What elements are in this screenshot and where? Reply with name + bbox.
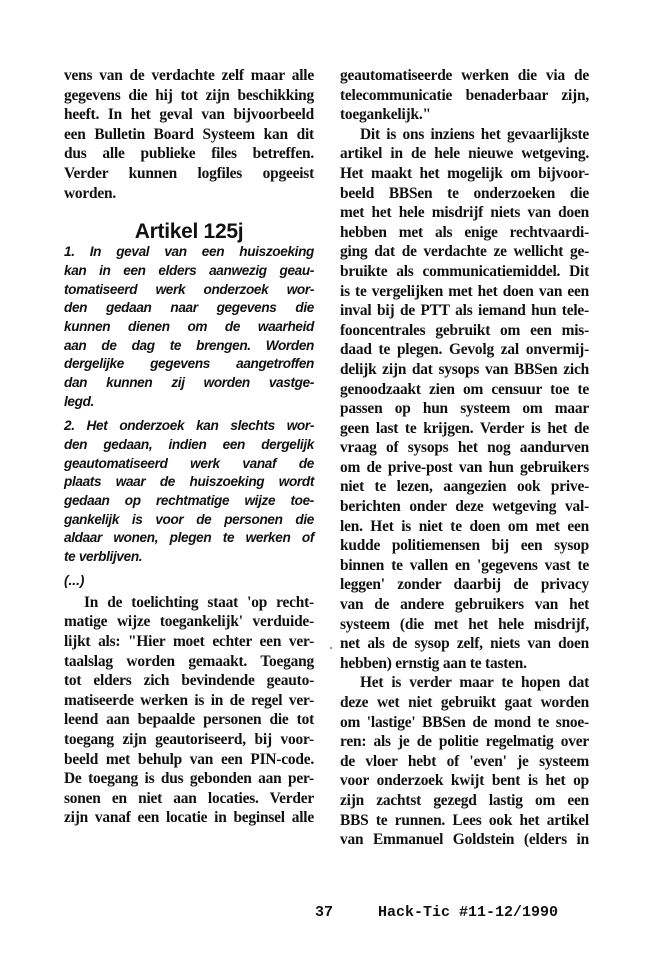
text-line: passen op hun systeem om maar <box>340 400 589 418</box>
text-line: toegankelijk." <box>340 106 431 124</box>
publication-issue: Hack-Tic #11-12/1990 <box>378 904 559 921</box>
text-line: fooncentrales gebruikt om een mis- <box>340 321 589 339</box>
text-line: len. Het is niet te doen om met een <box>340 517 589 535</box>
law-line: kunnen dienen om de waarheid <box>64 318 314 334</box>
page-footer <box>315 904 558 921</box>
text-line: In de toelichting staat 'op recht- <box>84 593 314 611</box>
text-line: Dit is ons inziens het gevaarlijkste <box>360 125 589 143</box>
text-line: BBS te runnen. Lees ook het artikel <box>340 811 589 829</box>
text-line: taalslag worden gemaakt. Toegang <box>64 652 314 670</box>
text-line: inval bij de PTT als iemand hun tele- <box>340 302 589 320</box>
text-line: Het maakt het mogelijk om bijvoor- <box>340 164 589 182</box>
text-line: de vloer hebt of 'even' je systeem <box>340 752 589 770</box>
law-line: gedaan op rechtmatige wijze toe- <box>64 493 314 509</box>
omission-marker: (...) <box>64 572 85 588</box>
left-column <box>64 66 314 828</box>
text-line: van de andere gebruikers van het <box>340 596 589 614</box>
article-heading: Artikel 125j <box>134 220 244 244</box>
law-line: aan de dag te brengen. Worden <box>64 337 314 353</box>
text-line: van Emmanuel Goldstein (elders in <box>340 831 589 849</box>
text-line: zijn vanaf een locatie in beginsel alle <box>64 809 314 827</box>
text-line: gegevens die hij tot zijn beschikking <box>64 86 314 104</box>
text-line: telecommunicatie benaderbaar zijn, <box>340 86 589 104</box>
text-line: berichten onder deze wetgeving val- <box>340 498 589 516</box>
text-line: dus alle publieke files betreffen. <box>64 145 314 163</box>
text-line: beeld BBSen te onderzoeken die <box>340 184 589 202</box>
law-line: legd. <box>64 393 94 409</box>
text-line: toegang zijn geautoriseerd, bij voor- <box>64 731 314 748</box>
page-number: 37 <box>315 904 334 921</box>
text-line: De toegang is dus gebonden aan per- <box>64 770 314 788</box>
law-line: geautomatiseerd werk vanaf de <box>64 455 314 471</box>
law-line: den gedaan, indien een dergelijk <box>64 437 314 453</box>
law-line: dan kunnen zij worden vastge- <box>64 374 314 390</box>
text-line: om de prive-post van hun gebruikers <box>340 458 589 476</box>
text-line: niet te lezen, aangezien ook prive- <box>340 478 589 496</box>
intro-paragraph <box>64 66 314 203</box>
text-line: ren: als je de politie regelmatig over <box>340 733 589 751</box>
law-line: 2. Het onderzoek kan slechts wor- <box>64 418 314 434</box>
text-line: is te vergelijken met het doen van een <box>340 282 589 300</box>
law-line: kan in een elders aanwezig geau- <box>64 262 314 278</box>
text-line: matiseerde werken is in de regel ver- <box>64 691 314 709</box>
text-line: delijk zijn dat sysops van BBSen zich <box>340 360 589 378</box>
right-column <box>340 66 589 850</box>
scan-speck <box>330 647 332 649</box>
text-line: een Bulletin Board Systeem kan dit <box>64 125 314 143</box>
text-line: kudde politiemensen bij een sysop <box>340 537 589 555</box>
text-line: artikel in de hele nieuwe wetgeving. <box>340 145 589 163</box>
text-line: om 'lastige' BBSen de mond te snoe- <box>340 713 589 731</box>
body-paragraph <box>64 593 314 828</box>
text-line: ging dat de verdachte ze wellicht ge- <box>340 243 589 261</box>
text-line: tot elders zich bevindende geauto- <box>64 672 314 690</box>
text-line: voor onderzoek kwijt bent is het op <box>340 772 589 790</box>
text-line: net als de sysop zelf, niets van doen <box>340 635 589 653</box>
text-line: Het is verder maar te hopen dat <box>360 674 589 692</box>
text-line: zijn zachtst gezegd lastig om een <box>340 791 589 809</box>
text-line: systeem (die met het hele misdrijf, <box>340 615 589 633</box>
text-line: sonen en niet aan locaties. Verder <box>64 789 314 807</box>
law-line: tomatiseerd werk onderzoek wor- <box>64 281 314 297</box>
text-line: geen last te krijgen. Verder is het de <box>340 419 589 437</box>
text-line: beeld met behulp van een PIN-code. <box>64 750 314 768</box>
text-line: leggen' zonder daarbij de privacy <box>340 576 589 594</box>
text-line: bruikte als communicatiemiddel. Dit <box>340 262 589 280</box>
text-line: lijkt als: "Hier moet echter een ver- <box>64 633 314 651</box>
text-line: geautomatiseerde werken die via de <box>340 67 589 84</box>
text-line: matige wijze toegankelijk' verduide- <box>64 613 314 631</box>
law-line: aldaar wonen, plegen te werken of <box>64 530 314 546</box>
text-line: worden. <box>64 184 117 202</box>
text-line: heeft. In het geval van bijvoorbeeld <box>64 106 314 124</box>
law-line: dergelijke gegevens aangetroffen <box>64 356 314 372</box>
law-line: den gedaan naar gegevens die <box>64 300 314 316</box>
law-item-1 <box>64 243 314 411</box>
text-line: Verder kunnen logfiles opgeeist <box>64 164 314 182</box>
text-line: hebben met als enige rechtvaardi- <box>340 223 589 241</box>
law-line: gankelijk is voor de personen die <box>64 511 314 527</box>
text-line: genoodzaakt zien om censuur toe te <box>340 380 589 398</box>
text-line: deze wet niet gebruikt gaat worden <box>340 694 589 711</box>
law-line: 1. In geval van een huiszoeking <box>64 244 314 260</box>
law-item-2 <box>64 417 314 567</box>
text-line: hebben) ernstig aan te tasten. <box>340 654 527 672</box>
law-line: te verblijven. <box>64 549 143 565</box>
text-line: vens van de verdachte zelf maar alle <box>64 67 314 84</box>
text-line: vraag of sysops het nog aandurven <box>340 439 589 457</box>
text-line: leend aan bepaalde personen die tot <box>64 711 314 729</box>
text-line: binnen te vallen en 'gegevens vast te <box>340 556 589 574</box>
text-line: daad te plegen. Gevolg zal onvermij- <box>340 341 589 359</box>
law-line: plaats waar de huiszoeking wordt <box>64 474 314 490</box>
text-line: met het hele misdrijf niets van doen <box>340 204 589 222</box>
